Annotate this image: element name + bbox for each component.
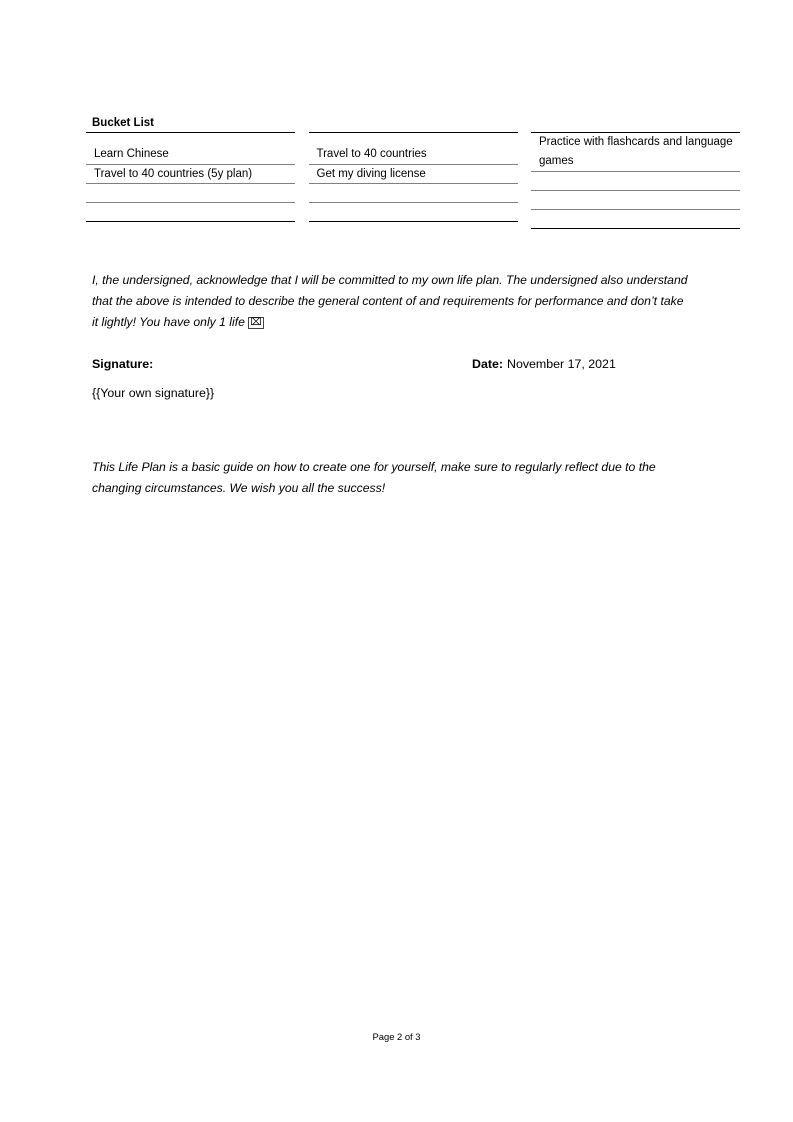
bucket-list-item[interactable] [309, 203, 518, 222]
bucket-list-table [86, 114, 740, 229]
bucket-list-column-1 [86, 114, 295, 229]
closing-paragraph: This Life Plan is a basic guide on how to create one for yourself, make sure to regularly reflect due to the changing circumstances. We wish you all the success! [92, 460, 656, 496]
acknowledgment-text: I, the undersigned, acknowledge that I will be committed to my own life plan. The undersigned also understand that the above is intended to describe the general content of and requirements for performance and don’t take it lightly! You have only 1 life [92, 273, 688, 330]
bucket-list-column-2 [309, 114, 518, 229]
signature-label: Signature: [92, 357, 154, 371]
bucket-list-spacer-1 [86, 133, 295, 145]
signature-date-row [92, 357, 712, 379]
bucket-list-header-3 [531, 114, 740, 133]
date-value: November 17, 2021 [507, 357, 616, 371]
bucket-list-item[interactable]: Get my diving license [309, 165, 518, 185]
bucket-list-item[interactable]: Practice with flashcards and language games [531, 133, 740, 172]
bucket-list-item[interactable]: Learn Chinese [86, 145, 295, 165]
bucket-list-column-3 [531, 114, 740, 229]
signature-placeholder-value[interactable]: {{Your own signature}} [92, 386, 215, 400]
bucket-list-item[interactable]: Travel to 40 countries (5y plan) [86, 165, 295, 185]
bucket-list-header-2 [309, 114, 518, 133]
bucket-list-item[interactable] [86, 203, 295, 222]
date-label: Date: [472, 357, 503, 371]
signature-block [92, 357, 712, 400]
bucket-list-item[interactable] [309, 184, 518, 203]
bucket-list-item[interactable] [86, 184, 295, 203]
bucket-list-header-1: Bucket List [86, 114, 295, 133]
missing-glyph-icon: ⌧ [250, 317, 262, 329]
bucket-list-item[interactable]: Travel to 40 countries [309, 145, 518, 165]
bucket-list-spacer-2 [309, 133, 518, 145]
acknowledgment-paragraph [92, 270, 692, 333]
page-footer: Page 2 of 3 [372, 1031, 421, 1042]
bucket-list-item[interactable] [531, 210, 740, 229]
bucket-list-item[interactable] [531, 172, 740, 191]
bucket-list-item[interactable] [531, 191, 740, 210]
